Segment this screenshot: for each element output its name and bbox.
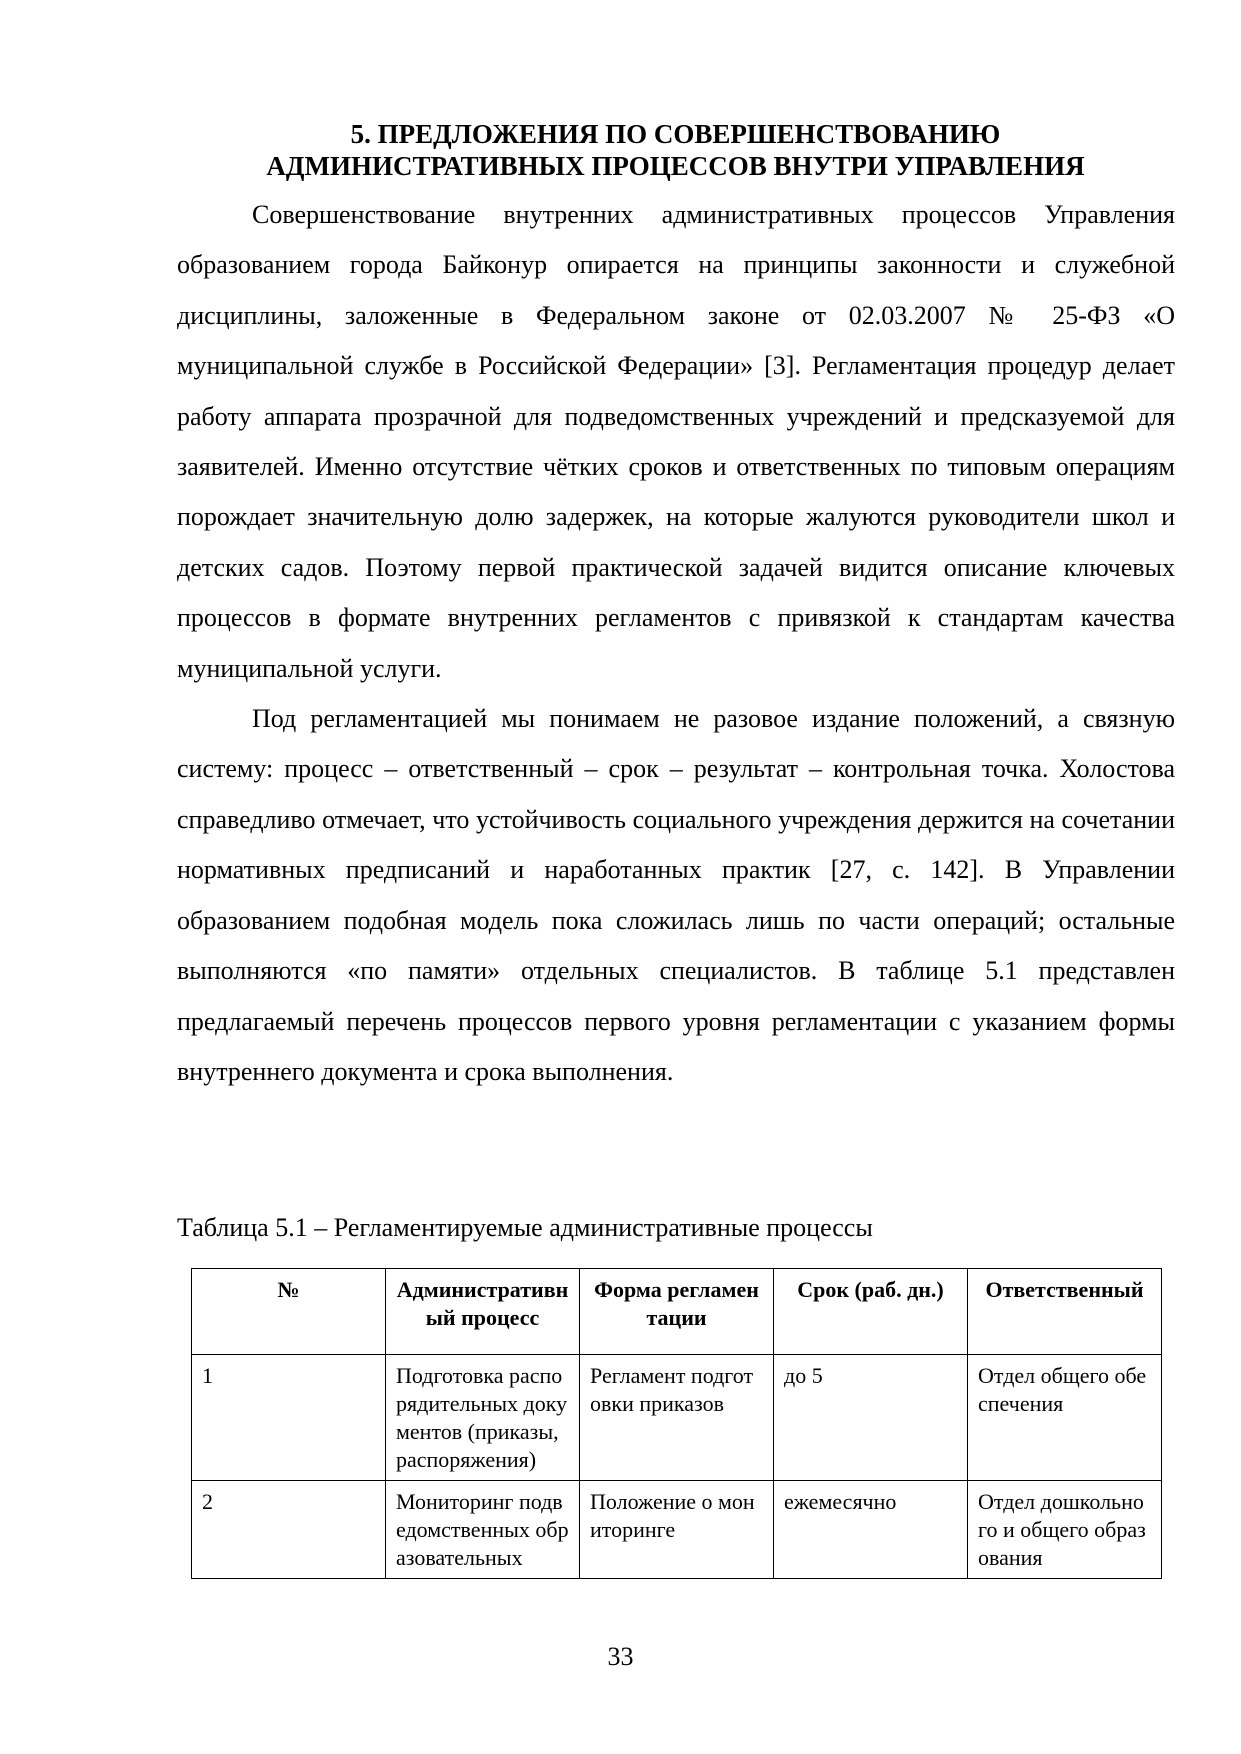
- cell-responsible: Отдел общего обеспечения: [968, 1355, 1162, 1481]
- table-row: [192, 1481, 1162, 1579]
- section-heading-line-2: АДМИНИСТРАТИВНЫХ ПРОЦЕССОВ ВНУТРИ УПРАВЛЕНИЯ: [266, 151, 1085, 181]
- header-form: Форма регламентации: [580, 1269, 774, 1355]
- processes-table: [191, 1268, 1162, 1579]
- page-number: 33: [607, 1642, 634, 1671]
- header-process: Административный процесс: [386, 1269, 580, 1355]
- cell-process: Мониторинг подведомственных образовательных: [386, 1481, 580, 1579]
- cell-form: Регламент подготовки приказов: [580, 1355, 774, 1481]
- cell-num: 1: [192, 1355, 386, 1481]
- header-term: Срок (раб. дн.): [774, 1269, 968, 1355]
- cell-num: 2: [192, 1481, 386, 1579]
- cell-responsible: Отдел дошкольного и общего образования: [968, 1481, 1162, 1579]
- paragraph-1: Совершенствование внутренних административных процессов Управления образованием города Байконур опирается на принципы законности и служебной дисциплины, заложенные в Федеральном законе от 02.03.2007 № 25-ФЗ «О муниципальной службе в Российской Федерации» [3]. Регламентация процедур делает работу аппарата прозрачной для подведомственных учреждений и предсказуемой для заявителей. Именно отсутствие чётких сроков и ответственных по типовым операциям порождает значительную долю задержек, на которые жалуются руководители школ и детских садов. Поэтому первой практической задачей видится описание ключевых процессов в формате внутренних регламентов с привязкой к стандартам качества муниципальной услуги.: [177, 200, 1175, 683]
- cell-process: Подготовка распорядительных документов (приказы, распоряжения): [386, 1355, 580, 1481]
- table-row: [192, 1355, 1162, 1481]
- body-text: [177, 190, 1175, 1097]
- cell-term: ежемесячно: [774, 1481, 968, 1579]
- table-header-row: [192, 1269, 1162, 1355]
- header-responsible: Ответственный: [968, 1269, 1162, 1355]
- section-heading: [177, 118, 1174, 182]
- table-caption: Таблица 5.1 – Регламентируемые административные процессы: [177, 1213, 873, 1242]
- section-heading-line-1: 5. ПРЕДЛОЖЕНИЯ ПО СОВЕРШЕНСТВОВАНИЮ: [350, 119, 1001, 149]
- header-num: №: [192, 1269, 386, 1355]
- cell-term: до 5: [774, 1355, 968, 1481]
- cell-form: Положение о мониторинге: [580, 1481, 774, 1579]
- paragraph-2: Под регламентацией мы понимаем не разовое издание положений, а связную систему: процесс – ответственный – срок – результат – контрольная точка. Холостова справедливо отмечает, что устойчивость социального учреждения держится на сочетании нормативных предписаний и наработанных практик [27, с. 142]. В Управлении образованием подобная модель пока сложилась лишь по части операций; остальные выполняются «по памяти» отдельных специалистов. В таблице 5.1 представлен предлагаемый перечень процессов первого уровня регламентации с указанием формы внутреннего документа и срока выполнения.: [177, 704, 1175, 1086]
